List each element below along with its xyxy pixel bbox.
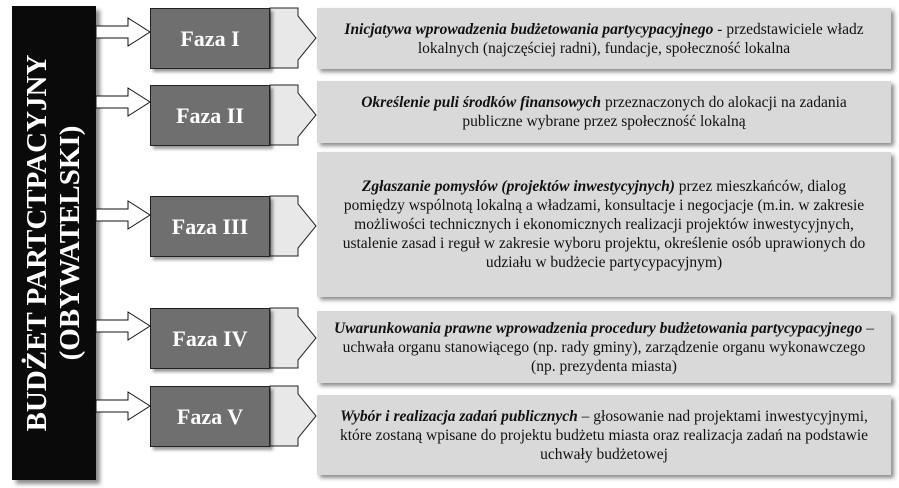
phase-description-2 xyxy=(317,81,891,143)
phase-description-1 xyxy=(317,8,891,69)
phase-box-2: Faza II xyxy=(150,85,270,146)
phase-arrow-5 xyxy=(270,386,316,446)
bar-arrow-5 xyxy=(96,392,150,420)
phase-description-2-bold: Określenie puli środków finansowych xyxy=(361,94,602,111)
phase-description-3 xyxy=(317,152,891,297)
phase-description-1-text: - przedstawiciele władz lokalnych (najczęściej radni), fundacje, społeczność lokalna xyxy=(417,20,864,57)
phase-description-1-bold: Inicjatywa wprowadzenia budżetowania partycypacyjnego xyxy=(344,20,714,38)
phase-description-4-bold: Uwarunkowania prawne wprowadzenia procedury budżetowania partycypacyjnego xyxy=(334,319,863,337)
bar-arrow-2 xyxy=(96,88,150,116)
phase-box-5: Faza V xyxy=(150,386,270,447)
phase-description-5-bold: Wybór i realizacja zadań publicznych xyxy=(340,407,578,425)
bar-arrow-4 xyxy=(96,312,150,340)
phase-description-5-text: – głosowanie nad projektami inwestycyjnymi, które zostaną wpisane do projektu budżetu miasta oraz realizacja zadań na podstawie uchwały budżetowej xyxy=(339,407,869,463)
phase-arrow-3 xyxy=(270,196,316,256)
phase-description-2-text: przeznaczonych do alokacji na zadania publiczne wybrane przez społeczność lokalną xyxy=(462,94,847,130)
phase-box-1: Faza I xyxy=(150,8,270,69)
phase-arrow-1 xyxy=(270,8,316,68)
budget-title-line1: BUDŻET PARTCTPACYJNY xyxy=(21,54,53,432)
bar-arrow-1 xyxy=(96,18,150,46)
phase-arrow-2 xyxy=(270,85,316,145)
phase-box-3: Faza III xyxy=(150,196,270,257)
phase-box-4: Faza IV xyxy=(150,308,270,369)
phase-description-4 xyxy=(317,311,891,383)
bar-arrow-3 xyxy=(96,201,150,229)
phase-description-4-text: – uchwała organu stanowiącego (np. rady gminy), zarządzenie organu wykonawczego (np. prezydenta miasta) xyxy=(342,319,874,375)
budget-title-line2: (OBYWATELSKI) xyxy=(54,125,86,361)
phase-description-3-bold: Zgłaszanie pomysłów (projektów inwestycyjnych) xyxy=(361,178,675,195)
phase-arrow-4 xyxy=(270,308,316,368)
phase-description-5 xyxy=(317,395,891,475)
phase-description-3-text: przez mieszkańców, dialog pomiędzy wspólnotą lokalną a władzami, konsultacje i negocjacje (m.in. w zakresie możliwości technicznych i ekonomicznych realizacji projektów inwestycyjnych, ustalenie zasad i reguł w zakresie wyboru projektu, określenie osób uprawionych do udziału w budżecie partycypacyjnym) xyxy=(342,178,866,271)
